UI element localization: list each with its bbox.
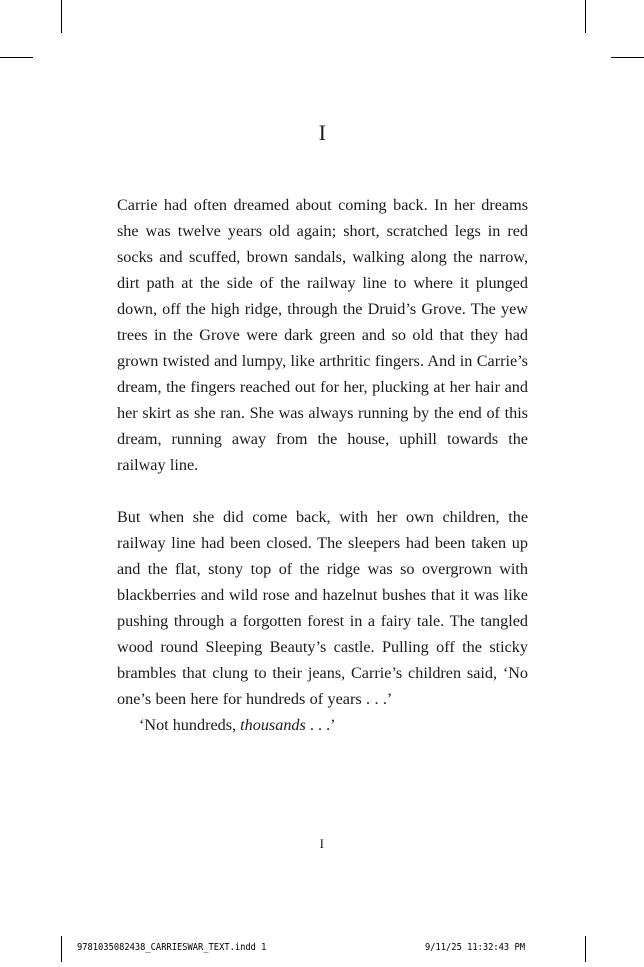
crop-mark-top-right-horizontal xyxy=(611,57,644,58)
text-block xyxy=(117,120,528,738)
crop-mark-top-left-horizontal xyxy=(0,57,33,58)
dialogue-line xyxy=(117,712,528,738)
chapter-number-heading: I xyxy=(318,120,327,145)
dialogue-emphasised-word: thousands xyxy=(240,716,306,734)
crop-mark-top-left-vertical xyxy=(61,0,62,33)
slug-filename: 9781035082438_CARRIESWAR_TEXT.indd 1 xyxy=(77,942,267,953)
slug-rule-left xyxy=(61,936,62,962)
body-paragraph: But when she did come back, with her own children, the railway line had been closed. The sleepers had been taken up and the flat, stony top of the ridge was so overgrown with blackberries and wild rose and hazelnut bushes that it was like pushing through a forgotten forest in a fairy tale. The tangled wood round Sleeping Beauty’s castle. Pulling off the sticky brambles that clung to their jeans, Carrie’s children said, ‘No one’s been here for hundreds of years . . .’ xyxy=(117,508,528,708)
body-paragraph: Carrie had often dreamed about coming back. In her dreams she was twelve years old again; short, scratched legs in red socks and scuffed, brown sandals, walking along the narrow, dirt path at the side of the railway line to where it plunged down, off the high ridge, through the Druid’s Grove. The yew trees in the Grove were dark green and so old that they had grown twisted and lumpy, like arthritic fingers. And in Carrie’s dream, the fingers reached out for her, plucking at her hair and her skirt as she ran. She was always running by the end of this dream, running away from the house, uphill towards the railway line. xyxy=(117,196,528,474)
slug-rule-right xyxy=(585,936,586,962)
dialogue-text-after-italic: . . .’ xyxy=(305,716,336,734)
slug-timestamp: 9/11/25 11:32:43 PM xyxy=(425,942,525,953)
page-number-folio: I xyxy=(319,836,325,851)
dialogue-text-before-italic: ‘Not hundreds, xyxy=(139,716,241,734)
printer-slug-line xyxy=(61,936,586,962)
crop-mark-top-right-vertical xyxy=(585,0,586,33)
